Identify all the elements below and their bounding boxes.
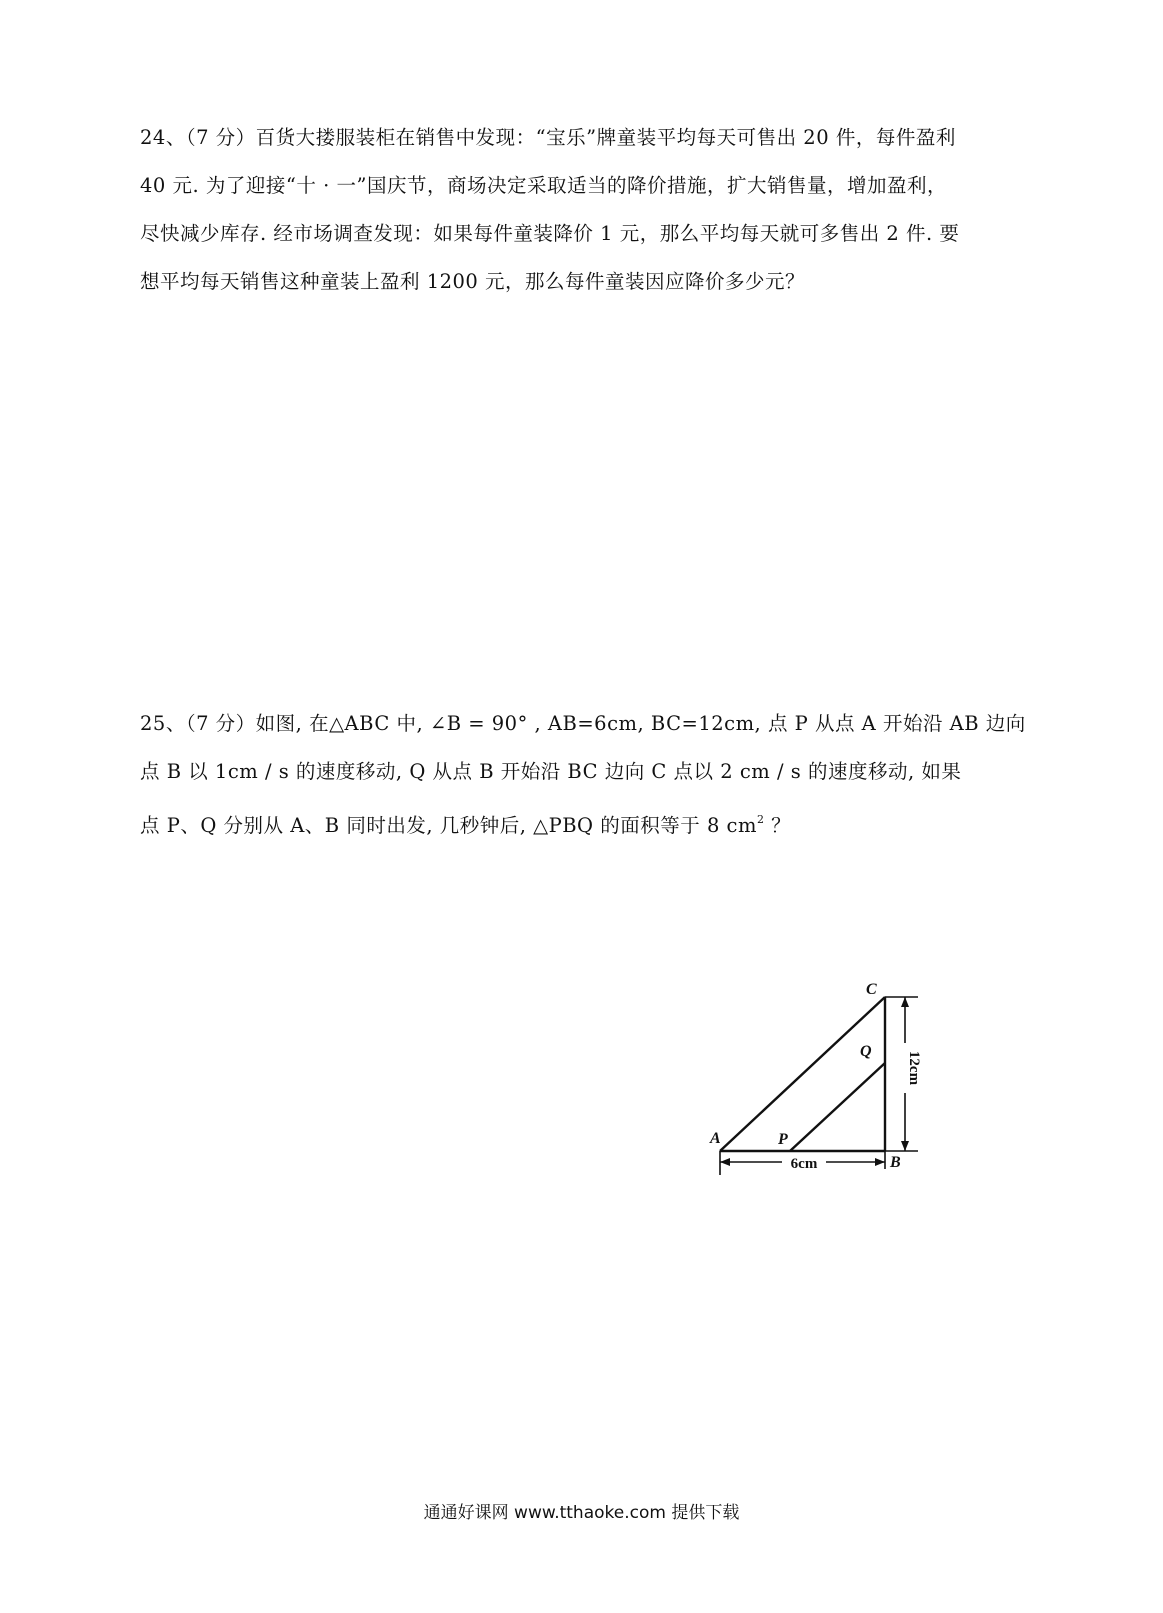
problem-25-line-3-text: 点 P、Q 分别从 A、B 同时出发, 几秒钟后, △PBQ 的面积等于 8 cm (140, 814, 757, 837)
problem-25 (140, 700, 1026, 850)
problem-24-line-3: 尽快减少库存. 经市场调查发现：如果每件童装降价 1 元，那么平均每天就可多售出 2 件. 要 (140, 222, 960, 245)
label-c: C (866, 981, 877, 998)
triangle-figure (700, 975, 960, 1195)
problem-25-line-3 (140, 796, 1020, 850)
label-p: P (778, 1131, 788, 1148)
problem-24 (140, 114, 1020, 306)
arrowhead-right (875, 1158, 885, 1166)
problem-25-line-2: 点 B 以 1cm / s 的速度移动, Q 从点 B 开始沿 BC 边向 C 点以 2 cm / s 的速度移动, 如果 (140, 760, 962, 783)
superscript-2: 2 (756, 813, 765, 826)
problem-24-line-1: 24、（7 分）百货大搂服装柜在销售中发现：“宝乐”牌童装平均每天可售出 20 件，每件盈利 (140, 126, 956, 149)
segment-pq (790, 1063, 885, 1151)
label-bc-length: 12cm (906, 1050, 922, 1086)
page-footer: 通通好课网 www.tthaoke.com 提供下载 (423, 1503, 740, 1523)
arrowhead-bottom (901, 1141, 909, 1151)
problem-25-line-3-end: ？ (764, 814, 792, 837)
label-b: B (890, 1154, 901, 1171)
label-ab-length: 6cm (790, 1156, 818, 1172)
label-q: Q (860, 1043, 872, 1060)
side-ac (720, 997, 885, 1151)
arrowhead-left (720, 1158, 730, 1166)
label-a: A (710, 1130, 721, 1147)
arrowhead-top (901, 997, 909, 1007)
problem-24-line-4: 想平均每天销售这种童装上盈利 1200 元，那么每件童装因应降价多少元？ (140, 270, 806, 293)
problem-24-line-2: 40 元. 为了迎接“十 · 一”国庆节，商场决定采取适当的降价措施，扩大销售量，增加盈利， (140, 174, 947, 197)
problem-25-line-1: 25、（7 分）如图, 在△ABC 中, ∠B = 90° , AB=6cm, BC=12cm, 点 P 从点 A 开始沿 AB 边向 (140, 712, 1026, 735)
